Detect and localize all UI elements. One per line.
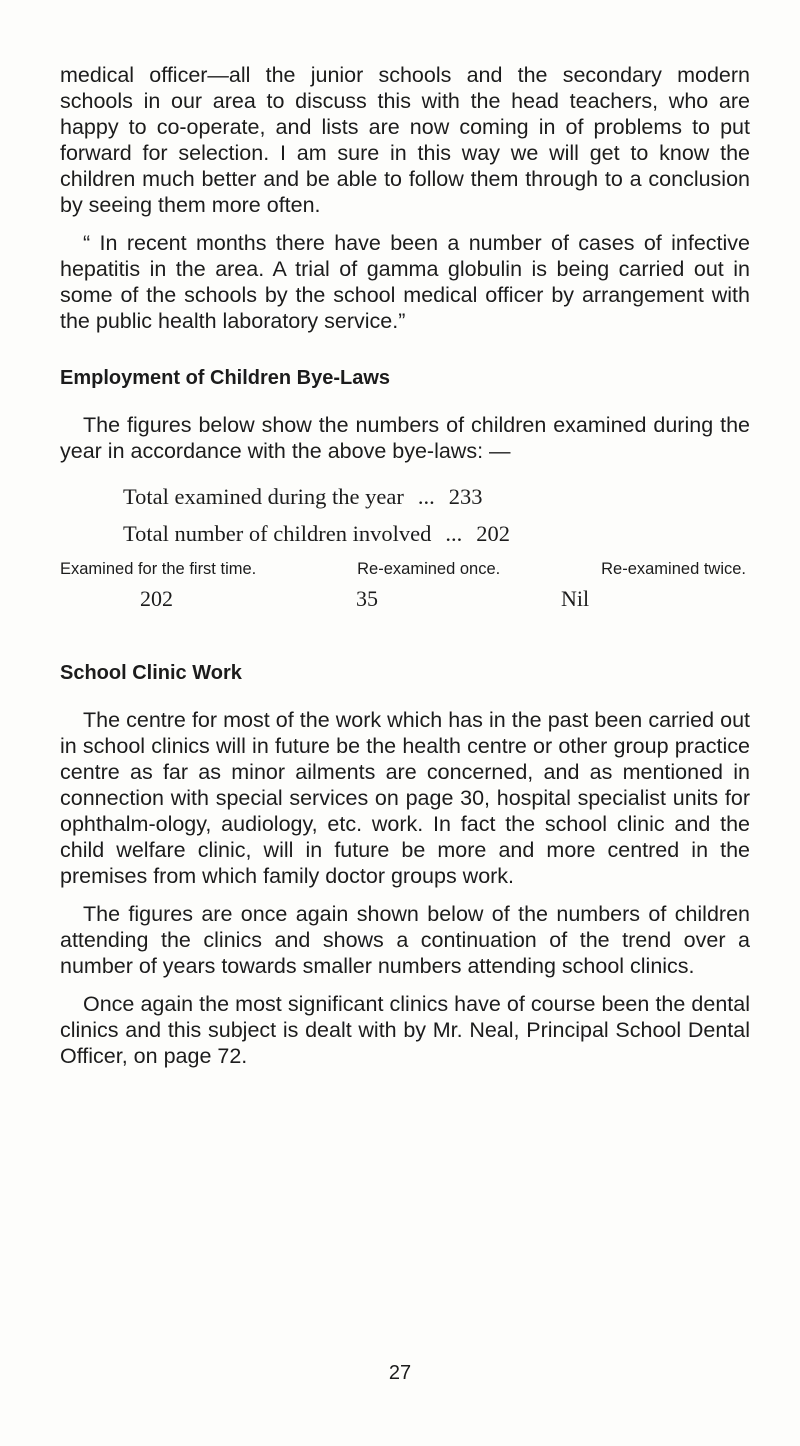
paragraph-clinic-dental: Once again the most significant clinics have of course been the dental clinics and this subject is dealt with by Mr. Neal, Principal School Dental Officer, on page 72. [60, 992, 750, 1068]
section-heading-employment: Employment of Children Bye-Laws [60, 367, 391, 389]
section-heading-clinic: School Clinic Work [60, 662, 242, 684]
document-page [60, 62, 750, 1069]
totals-block [123, 484, 683, 547]
total-leader: ... [417, 484, 435, 509]
paragraph-hepatitis: “ In recent months there have been a number of cases of infective hepatitis in the area. A trial of gamma globulin is being carried out in some of the schools by the school medical officer by arrangement with the public health laboratory service.” [60, 231, 750, 333]
exam-value-twice: Nil [561, 586, 590, 611]
total-leader: ... [445, 521, 463, 546]
exam-value-once: 35 [356, 586, 378, 611]
paragraph-employment-intro: The figures below show the numbers of children examined during the year in accordance with the above bye-laws: — [60, 413, 750, 463]
exam-header-twice: Re-examined twice. [601, 560, 746, 578]
exam-value-first: 202 [140, 586, 173, 611]
exam-value-row [60, 586, 750, 614]
page-number: 27 [388, 1362, 412, 1384]
exam-header-once: Re-examined once. [357, 560, 501, 578]
total-label: Total number of children involved [123, 521, 432, 546]
total-row [123, 521, 683, 547]
exam-header-first: Examined for the first time. [60, 560, 257, 578]
total-row [123, 484, 683, 510]
total-value: 233 [448, 484, 483, 509]
exam-header-row [60, 558, 746, 580]
total-label: Total examined during the year [123, 484, 404, 509]
paragraph-medical-officer: medical officer—all the junior schools and the secondary modern schools in our area to discuss this with the head teachers, who are happy to co-operate, and lists are now coming in of problems to put forward for selection. I am sure in this way we will get to know the children much better and be able to follow them through to a conclusion by seeing them more often. [60, 63, 750, 217]
paragraph-clinic-centre: The centre for most of the work which has in the past been carried out in school clinics will in future be the health centre or other group practice centre as far as minor ailments are concerned, and as mentioned in connection with special services on page 30, hospital specialist units for ophthalm-ology, audiology, etc. work. In fact the school clinic and the child welfare clinic, will in future be more and more centred in the premises from which family doctor groups work. [60, 708, 750, 888]
paragraph-clinic-figures: The figures are once again shown below of the numbers of children attending the clinics and shows a continuation of the trend over a number of years towards smaller numbers attending school clinics. [60, 902, 750, 978]
total-value: 202 [476, 521, 510, 546]
